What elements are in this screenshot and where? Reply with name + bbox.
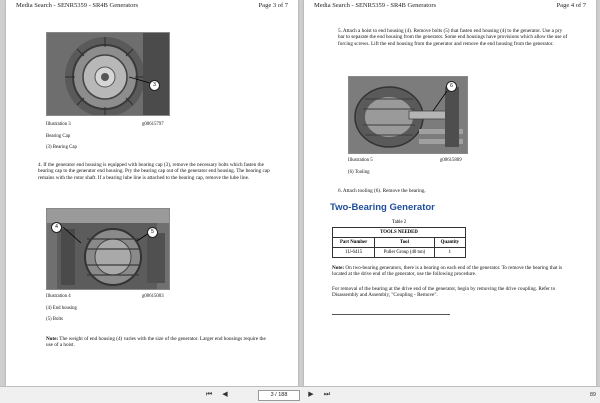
note-label: Note: bbox=[332, 265, 345, 271]
note-two-bearing bbox=[332, 265, 570, 278]
cell-tool: Puller Group (40 ton) bbox=[375, 248, 435, 258]
note-text: On two-bearing generators, there is a bearing on each end of the generator. To remove the bearing that is located at the drive end of the generator, use the following procedure. bbox=[332, 265, 563, 278]
tools-table bbox=[332, 227, 466, 258]
viewer-toolbar bbox=[0, 386, 600, 403]
section-title: Two-Bearing Generator bbox=[330, 202, 435, 213]
document-page-3 bbox=[6, 0, 298, 386]
page-header-title: Media Search - SENR5359 - SR4B Generators bbox=[314, 2, 437, 9]
table-caption: Table 2 bbox=[392, 220, 407, 225]
callout-3: 3 bbox=[149, 80, 160, 91]
illustration-4-label: Illustration 4 bbox=[46, 294, 71, 299]
step-5-text: 5. Attach a hoist to end housing (4). Remove bolts (5) that fasten end housing (4) to the generator. Use a pry bar to separate the end housing from the generator. Some end housings have provisions which allow the use of forcing screws. Lift the end housing from the generator and remove the end housing from the generator. bbox=[338, 28, 568, 47]
illustration-4-code: g00615003 bbox=[142, 294, 164, 299]
drive-end-paragraph: For removal of the bearing at the drive end of the generator, begin by removing the drive coupling. Refer to Disassembly and Assembly, "Coupling - Remove". bbox=[332, 286, 556, 299]
illustration-5-photo bbox=[348, 76, 468, 154]
col-header-quantity: Quantity bbox=[434, 238, 465, 248]
table-row bbox=[333, 248, 466, 258]
page-header-number: Page 4 of 7 bbox=[556, 2, 586, 9]
first-page-icon[interactable]: ⏮ bbox=[205, 391, 213, 398]
note-label: Note: bbox=[46, 336, 59, 342]
previous-page-icon[interactable]: ◀ bbox=[222, 391, 228, 398]
callout-6: 6 bbox=[446, 81, 457, 92]
illustration-4-legend-2: (5) Bolts bbox=[46, 317, 63, 322]
document-page-4 bbox=[304, 0, 596, 386]
page-header-title: Media Search - SENR5359 - SR4B Generators bbox=[16, 2, 139, 9]
callout-5: 5 bbox=[147, 227, 158, 238]
end-housing-image bbox=[47, 209, 169, 289]
page-header-number: Page 3 of 7 bbox=[258, 2, 288, 9]
tools-table-title: TOOLS NEEDED bbox=[333, 228, 466, 238]
callout-4: 4 bbox=[51, 222, 62, 233]
illustration-4-legend-1: (4) End housing bbox=[46, 306, 77, 311]
illustration-3-legend: (3) Bearing Cap bbox=[46, 145, 77, 150]
illustration-5-label: Illustration 5 bbox=[348, 158, 373, 163]
step-4-text: 4. If the generator end housing is equipped with bearing cap (3), remove the necessary bolts which fasten the bearing cap to the generator end housing. Pry the bearing cap out of the generator end housing. The bearing cap remains with the rotor shaft. If a bearing lube line is attached to the bearing cap, remove the lube line. bbox=[38, 162, 270, 181]
step-6-text: 6. Attach tooling (6). Remove the bearing. bbox=[338, 188, 426, 194]
illustration-4-photo bbox=[46, 208, 170, 290]
last-page-icon[interactable]: ⏭ bbox=[323, 391, 331, 398]
note-weight bbox=[46, 336, 272, 349]
next-page-icon[interactable]: ▶ bbox=[308, 391, 314, 398]
col-header-part-number: Part Number bbox=[333, 238, 375, 248]
illustration-3-label: Illustration 3 bbox=[46, 122, 71, 127]
illustration-5-code: g00615809 bbox=[440, 158, 462, 163]
illustration-5-legend: (6) Tooling bbox=[348, 170, 370, 175]
end-rule bbox=[332, 314, 450, 315]
page-number-input[interactable]: 3 / 188 bbox=[258, 390, 300, 401]
cell-quantity: 1 bbox=[434, 248, 465, 258]
note-text: The weight of end housing (4) varies with the size of the generator. Larger end housings require the use of a hoist. bbox=[46, 336, 266, 349]
illustration-3-title: Bearing Cap bbox=[46, 134, 71, 139]
col-header-tool: Tool bbox=[375, 238, 435, 248]
cell-part-number: 1U-6415 bbox=[333, 248, 375, 258]
bearing-cap-image bbox=[47, 33, 169, 115]
illustration-3-code: g00615797 bbox=[142, 122, 164, 127]
illustration-3-photo bbox=[46, 32, 170, 116]
zoom-level[interactable]: 89 bbox=[589, 392, 596, 398]
